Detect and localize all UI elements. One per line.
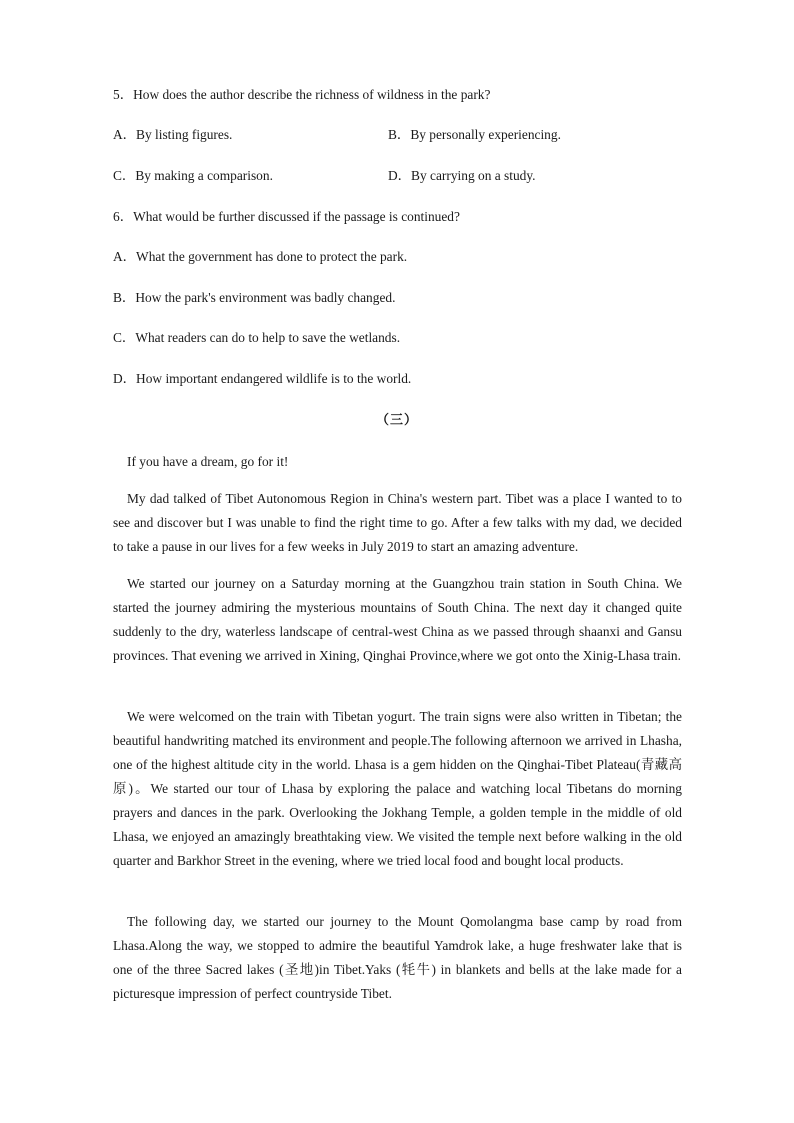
- section-heading: （三）: [375, 413, 418, 428]
- question-5-option-b[interactable]: B．By personally experiencing.: [388, 127, 561, 142]
- question-6-option-a[interactable]: A．What the government has done to protect the park.: [113, 249, 408, 264]
- passage-paragraph-1: My dad talked of Tibet Autonomous Region in China's western part. Tibet was a place I wanted to to see and discover but I was unable to find the right time to go. After a few talks with my dad, we decided to take a pause in our lives for a few weeks in July 2019 to start an amazing adventure.: [113, 491, 682, 554]
- question-5-stem: 5．How does the author describe the richness of wildness in the park?: [113, 87, 491, 102]
- question-6-option-d[interactable]: D．How important endangered wildlife is to the world.: [113, 371, 412, 386]
- question-6-option-c[interactable]: C．What readers can do to help to save the wetlands.: [113, 330, 401, 345]
- passage-paragraph-2: We started our journey on a Saturday morning at the Guangzhou train station in South China. We started the journey admiring the mysterious mountains of South China. The next day it changed quite suddenly to the dry, waterless landscape of central-west China as we passed through shaanxi and Gansu provinces. That evening we arrived in Xining, Qinghai Province,where we got onto the Xinig-Lhasa train.: [113, 576, 682, 663]
- passage-title: If you have a dream, go for it!: [127, 454, 289, 469]
- question-5-option-a[interactable]: A．By listing figures.: [113, 127, 233, 142]
- question-5-option-c[interactable]: C．By making a comparison.: [113, 168, 273, 183]
- question-6-option-b[interactable]: B．How the park's environment was badly changed.: [113, 290, 396, 305]
- passage-paragraph-4: The following day, we started our journey to the Mount Qomolangma base camp by road from Lhasa.Along the way, we stopped to admire the beautiful Yamdrok lake, a huge freshwater lake that is one of the three Sacred lakes (圣地)in Tibet.Yaks (牦牛) in blankets and bells at the lake made for a picturesque impression of perfect countryside Tibet.: [113, 914, 682, 1001]
- question-6-stem: 6．What would be further discussed if the passage is continued?: [113, 209, 460, 224]
- question-5-option-d[interactable]: D．By carrying on a study.: [388, 168, 536, 183]
- passage-paragraph-3: We were welcomed on the train with Tibetan yogurt. The train signs were also written in Tibetan; the beautiful handwriting matched its environment and people.The following afternoon we arrived in Lhasha, one of the highest altitude city in the world. Lhasa is a gem hidden on the Qinghai-Tibet Plateau(青藏高原)。We started our tour of Lhasa by exploring the palace and watching local Tibetans do morning prayers and dances in the park. Overlooking the Jokhang Temple, a golden temple in the middle of old Lhasa, we enjoyed an amazingly breathtaking view. We visited the temple next before walking in the old quarter and Barkhor Street in the evening, where we tried local food and bought local products.: [113, 709, 682, 868]
